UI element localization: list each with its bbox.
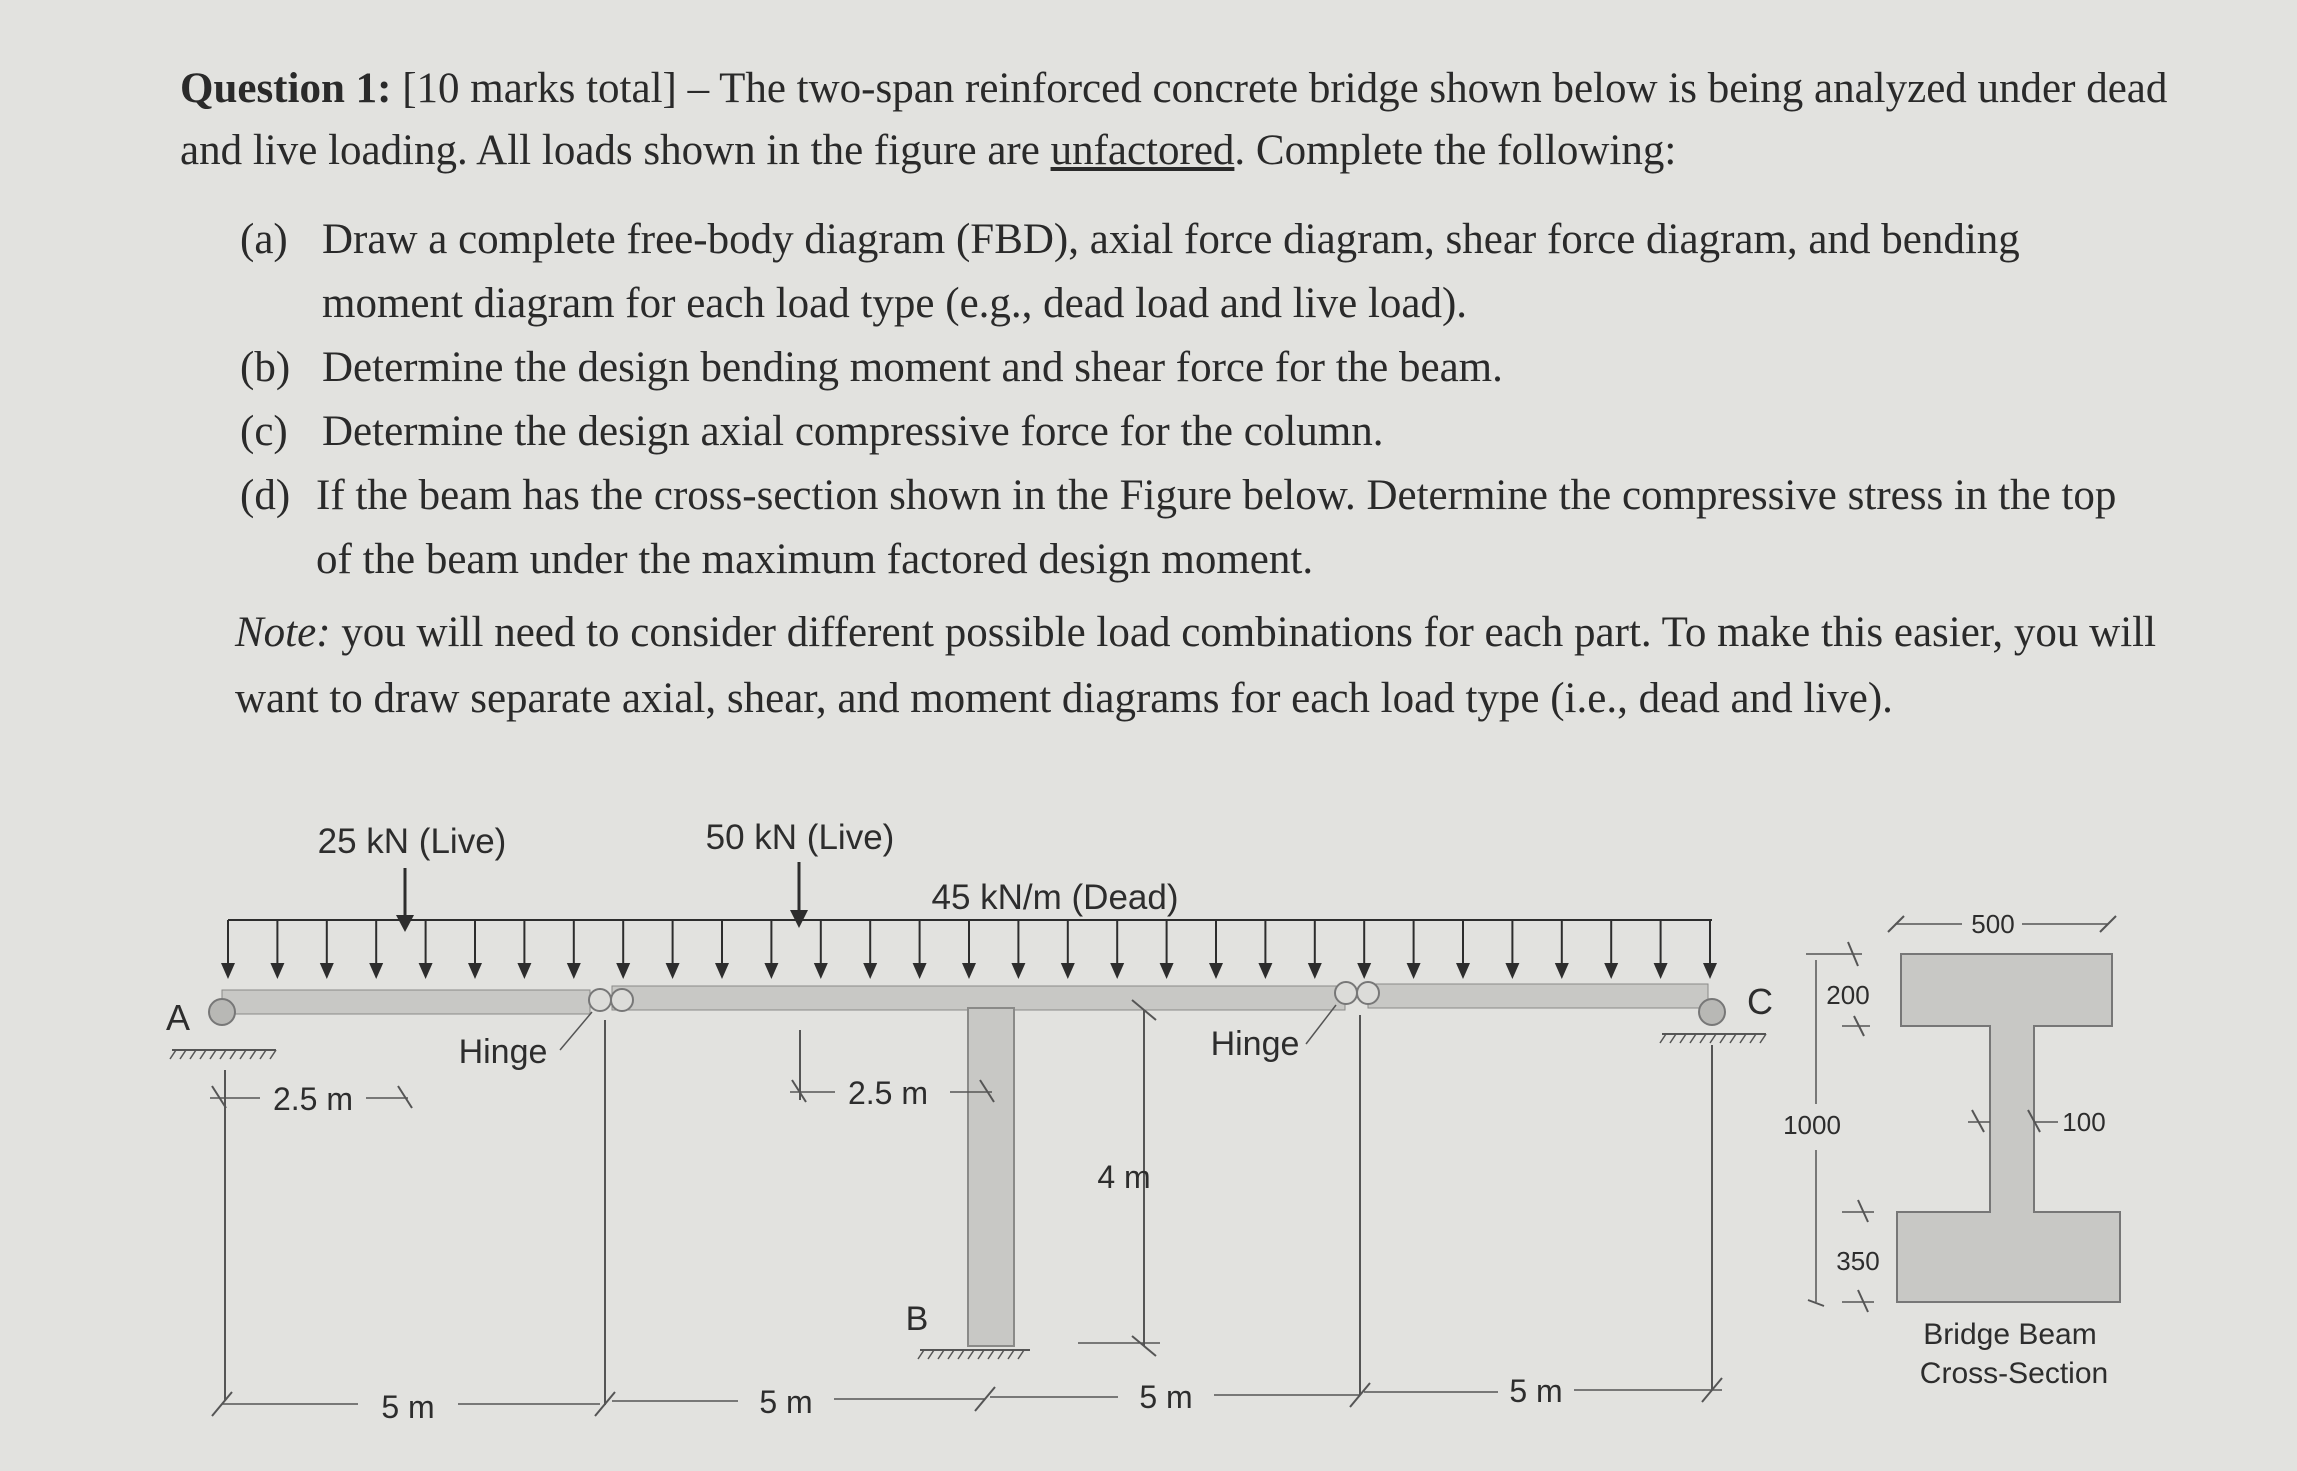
note-label: Note: xyxy=(235,609,331,656)
udl-arrow-head xyxy=(616,963,630,979)
hinge-right-label: Hinge xyxy=(1210,1025,1300,1063)
udl-arrow-head xyxy=(1061,963,1075,979)
note-text: you will need to consider different possible load combinations for each part. To make this easier, you will want to draw separate axial, shear, and moment diagrams for each load type (i.e., dead and live). xyxy=(235,609,2157,722)
cross-section xyxy=(1783,909,2120,1390)
udl-arrow-head xyxy=(715,963,729,979)
udl-arrow-head xyxy=(1308,963,1322,979)
cs-caption-line1: Bridge Beam xyxy=(1923,1318,2097,1351)
support-a-label: A xyxy=(165,997,191,1038)
hinge-left-symbol xyxy=(589,989,611,1011)
udl-arrow-head xyxy=(962,963,976,979)
question-intro-text: – The two-span reinforced concrete bridge shown below is being analyzed under dead and live loading. All loads shown in the figure are xyxy=(180,65,2168,174)
question-heading: Question 1: xyxy=(180,65,392,112)
cs-caption-line2: Cross-Section xyxy=(1919,1357,2109,1390)
part-text: Determine the design axial compressive force for the column. xyxy=(322,408,1384,455)
udl-arrow-head xyxy=(913,963,927,979)
dim-column-height-label: 4 m xyxy=(1097,1159,1151,1195)
dim-2-5-left xyxy=(210,1081,412,1117)
udl-arrow-head xyxy=(369,963,383,979)
dim-spans xyxy=(222,1390,1722,1404)
part-text: Determine the design bending moment and shear force for the beam. xyxy=(322,344,1503,391)
support-b-label: B xyxy=(905,1300,929,1338)
beam-segment-middle xyxy=(612,986,1345,1010)
part-label: (d) xyxy=(240,472,291,519)
column xyxy=(968,1008,1014,1346)
udl-arrow-head xyxy=(863,963,877,979)
udl-arrow-head xyxy=(764,963,778,979)
udl-arrow-head xyxy=(1555,963,1569,979)
dim-2-5-mid-label: 2.5 m xyxy=(847,1075,929,1111)
load-live-25-label: 25 kN (Live) xyxy=(317,822,507,861)
udl-arrow-head xyxy=(567,963,581,979)
dim-2-5-mid xyxy=(790,1075,994,1111)
hinge-left-leader xyxy=(560,1012,592,1050)
udl-arrow-head xyxy=(1456,963,1470,979)
part-label: (c) xyxy=(240,408,288,455)
hinge-right-symbol xyxy=(1335,982,1357,1004)
cs-width-label: 500 xyxy=(1971,909,2015,939)
udl-arrow-head xyxy=(814,963,828,979)
question-marks: [10 marks total] xyxy=(402,65,677,112)
udl-arrow-head xyxy=(320,963,334,979)
udl-arrows xyxy=(221,920,1717,979)
udl-arrow-head xyxy=(1011,963,1025,979)
udl-arrow-head xyxy=(270,963,284,979)
udl-arrow-head xyxy=(1209,963,1223,979)
beam-segment-left xyxy=(222,990,590,1014)
udl-arrow-head xyxy=(1654,963,1668,979)
cs-top-flange-label: 200 xyxy=(1826,980,1870,1010)
udl-arrow-head xyxy=(1357,963,1371,979)
cs-depth-label: 1000 xyxy=(1783,1110,1841,1140)
udl-arrow-head xyxy=(1604,963,1618,979)
part-text: If the beam has the cross-section shown in the Figure below. Determine the compressive stress in the top of the beam under the maximum factored design moment. xyxy=(316,472,2117,583)
udl-arrow-head xyxy=(1703,963,1717,979)
span-1-label: 5 m xyxy=(381,1389,435,1425)
point-load-live-50 xyxy=(790,862,808,928)
beam-segment-right xyxy=(1368,984,1708,1008)
distributed-load xyxy=(221,920,1717,979)
udl-arrow-head xyxy=(419,963,433,979)
support-c-label: C xyxy=(1747,981,1773,1022)
hinge-left-symbol-2 xyxy=(611,989,633,1011)
part-label: (a) xyxy=(240,216,288,263)
part-label: (b) xyxy=(240,344,291,391)
udl-arrow-head xyxy=(1110,963,1124,979)
hinge-right-leader xyxy=(1306,1005,1336,1044)
support-b xyxy=(918,1350,1030,1359)
udl-arrow-head xyxy=(1160,963,1174,979)
load-dead-label: 45 kN/m (Dead) xyxy=(931,878,1179,917)
question-intro-end: . Complete the following: xyxy=(1234,127,1677,174)
load-live-50-label: 50 kN (Live) xyxy=(705,818,895,857)
dim-span-ticks xyxy=(212,1378,1722,1416)
cs-bottom-flange-label: 350 xyxy=(1836,1246,1880,1276)
udl-arrow-head xyxy=(1505,963,1519,979)
span-4-label: 5 m xyxy=(1509,1373,1563,1409)
cs-web-label: 100 xyxy=(2062,1107,2106,1137)
udl-arrow-head xyxy=(221,963,235,979)
hinge-left-label: Hinge xyxy=(458,1033,548,1071)
point-load-live-25 xyxy=(396,868,414,932)
udl-arrow-head xyxy=(517,963,531,979)
unfactored-term: unfactored xyxy=(1050,127,1235,174)
udl-arrow-head xyxy=(1258,963,1272,979)
span-3-label: 5 m xyxy=(1139,1379,1193,1415)
part-text: Draw a complete free-body diagram (FBD), axial force diagram, shear force diagram, and bending moment diagram for each load type (e.g., dead load and live load). xyxy=(322,216,2020,327)
udl-arrow-head xyxy=(468,963,482,979)
udl-arrow-head xyxy=(1407,963,1421,979)
udl-arrow-head xyxy=(666,963,680,979)
dim-2-5-left-label: 2.5 m xyxy=(272,1081,354,1117)
hinge-right-symbol-2 xyxy=(1357,982,1379,1004)
dim-column-height xyxy=(1078,1000,1160,1356)
span-2-label: 5 m xyxy=(759,1384,813,1420)
